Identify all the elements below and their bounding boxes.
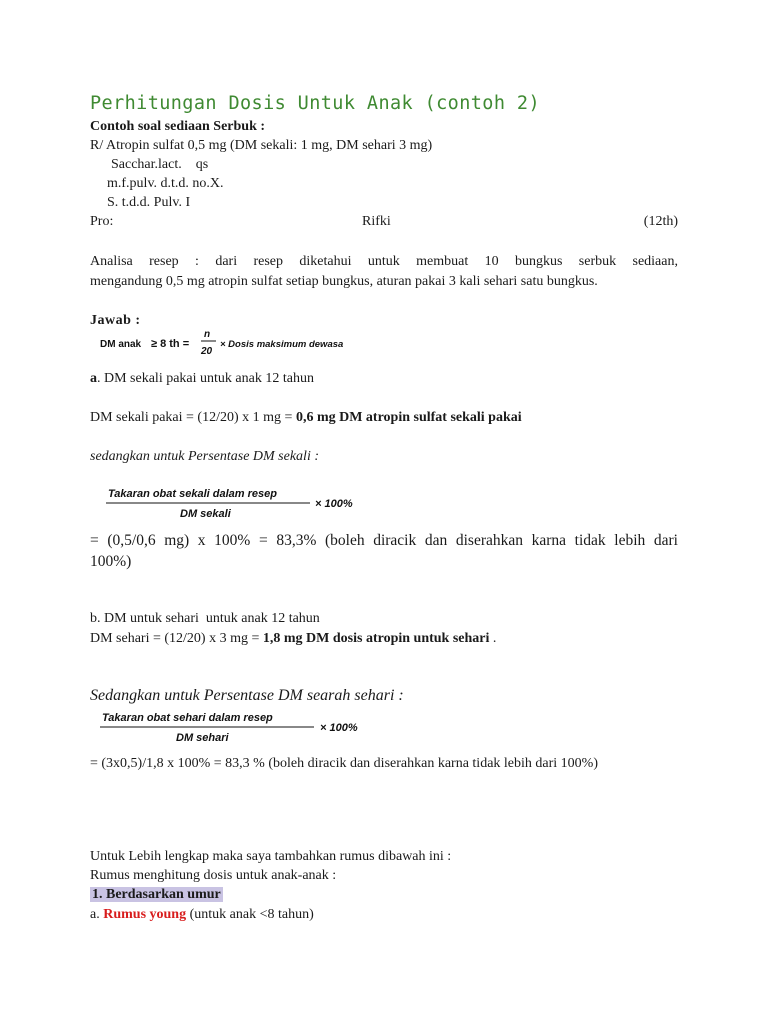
frac-daily-mult: × 100%	[320, 722, 358, 734]
extra-line-1: Untuk Lebih lengkap maka saya tambahkan rumus dibawah ini :	[90, 849, 452, 864]
part-a-calc-result: 0,6 mg DM atropin sulfat sekali pakai	[295, 410, 522, 425]
young-rule-prefix: a.	[90, 907, 104, 922]
analysis-line-1: Analisa resep : dari resep diketahui untuk membuat 10 bungkus serbuk sediaan,	[90, 254, 678, 269]
formula-rhs: × Dosis maksimum dewasa	[220, 339, 344, 350]
section-heading-umur-text: 1. Berdasarkan umur	[92, 887, 221, 902]
page-title: Perhitungan Dosis Untuk Anak (contoh 2)	[90, 93, 540, 114]
part-b-calc-prefix: DM sehari = (12/20) x 3 mg =	[90, 631, 263, 646]
young-rule-suffix: (untuk anak <8 tahun)	[186, 907, 314, 922]
recipe-line-3: m.f.pulv. d.t.d. no.X.	[107, 176, 224, 191]
patient-age: (12th)	[643, 214, 678, 229]
example-heading	[90, 118, 265, 136]
formula-den: 20	[201, 346, 213, 357]
section-heading-umur	[90, 886, 223, 904]
part-a-percent-intro: sedangkan untuk Persentase DM sekali :	[90, 449, 319, 464]
frac-once-mult: × 100%	[315, 498, 353, 510]
frac-once-den: DM sekali	[180, 508, 231, 520]
part-b-result: = (3x0,5)/1,8 x 100% = 83,3 % (boleh diracik dan diserahkan karna tidak lebih dari 100%)	[90, 756, 598, 771]
formula-percent-daily	[98, 706, 388, 748]
example-heading-colon: :	[256, 119, 266, 134]
part-b-heading: b. DM untuk sehari untuk anak 12 tahun	[90, 611, 320, 626]
part-b-calc-result: 1,8 mg DM dosis atropin untuk sehari	[262, 631, 490, 646]
part-a-result-line-1: = (0,5/0,6 mg) x 100% = 83,3% (boleh diracik dan diserahkan karna tidak lebih dari	[90, 532, 678, 549]
young-rule-item	[90, 906, 314, 924]
analysis-line-2: mengandung 0,5 mg atropin sulfat setiap bungkus, aturan pakai 3 kali sehari satu bungkus.	[90, 274, 598, 289]
frac-daily-den: DM sehari	[176, 732, 229, 744]
patient-label: Pro:	[90, 214, 114, 229]
part-a-calc-prefix: DM sekali pakai = (12/20) x 1 mg =	[90, 410, 296, 425]
formula-num: n	[204, 329, 211, 340]
part-a-calc	[90, 409, 522, 427]
example-heading-text: Contoh soal sediaan Serbuk	[90, 119, 257, 134]
formula-percent-once	[104, 482, 384, 522]
part-a-text: . DM sekali pakai untuk anak 12 tahun	[97, 371, 314, 386]
formula-rel: ≥ 8 th =	[151, 338, 190, 350]
recipe-line-1: R/ Atropin sulfat 0,5 mg (DM sekali: 1 mg, DM sehari 3 mg)	[90, 138, 433, 153]
recipe-line-2: Sacchar.lact. qs	[111, 157, 209, 172]
part-a-heading	[90, 370, 314, 388]
recipe-line-4: S. t.d.d. Pulv. I	[107, 195, 191, 210]
part-b-percent-intro: Sedangkan untuk Persentase DM searah sehari :	[90, 687, 404, 704]
formula-lhs: DM anak	[100, 339, 142, 350]
patient-name: Rifki	[362, 214, 391, 229]
part-b-calc	[90, 630, 496, 648]
part-b-calc-suffix: .	[489, 631, 497, 646]
part-a-label: a	[90, 371, 97, 386]
extra-line-2: Rumus menghitung dosis untuk anak-anak :	[90, 868, 337, 883]
answer-label: Jawab :	[90, 313, 141, 328]
frac-once-num: Takaran obat sekali dalam resep	[108, 488, 277, 500]
part-a-result-line-2: 100%)	[90, 553, 132, 570]
formula-child-dose	[100, 326, 380, 360]
frac-daily-num: Takaran obat sehari dalam resep	[102, 712, 273, 724]
young-rule-name: Rumus young	[103, 907, 187, 922]
